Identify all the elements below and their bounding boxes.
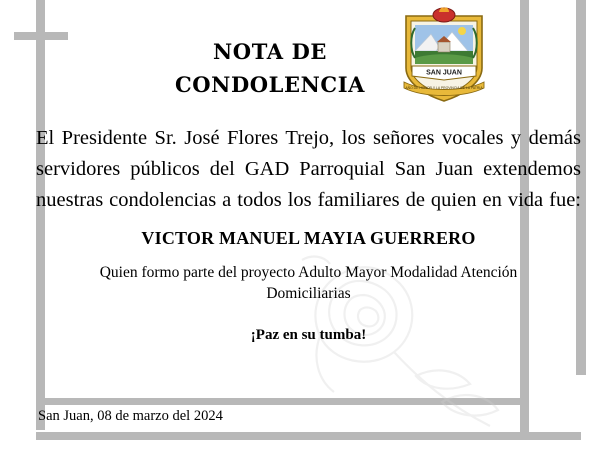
document-header [0,0,615,118]
deceased-name: VICTOR MANUEL MAYIA GUERRERO [141,228,476,249]
page-title [120,36,420,101]
condolence-paragraph: El Presidente Sr. José Flores Trejo, los señores vocales y demás servidores públicos del GAD Parroquial San Juan extendemos nuestras condolencias a todos los familiares de quien en vida fue: [36,127,581,212]
frame-bar-bottom [36,432,581,440]
coat-of-arms-icon [398,6,490,106]
crest-banner-text: SAN JUAN [426,69,462,77]
frame-bar-bottom-inner [36,398,526,405]
peace-message: ¡Paz en su tumba! [250,327,367,344]
project-description: Quien formo parte del proyecto Adulto Mayor Modalidad Atención Domiciliarias [99,264,518,303]
page-title-line-1: NOTA DE [213,39,327,64]
crest-motto-text: AÑO DE HONOR Y LA PROVINCIA DE LA PATRIA [405,86,483,90]
document-body [36,123,581,344]
page-title-line-2: CONDOLENCIA [174,71,366,97]
place-and-date: San Juan, 08 de marzo del 2024 [38,408,223,424]
